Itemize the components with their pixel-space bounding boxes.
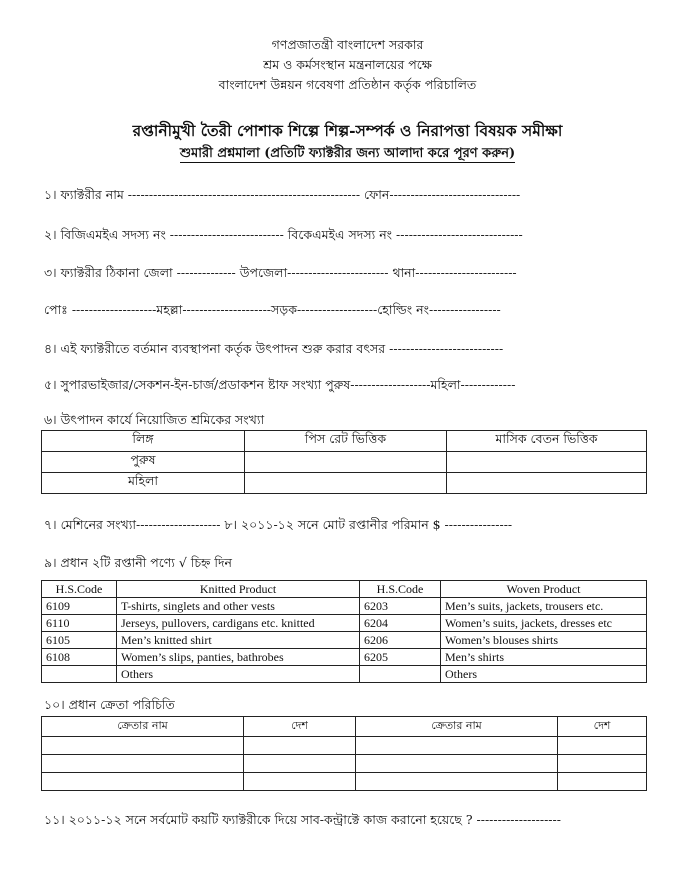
table-row[interactable] bbox=[42, 666, 647, 683]
table-cell[interactable] bbox=[244, 737, 356, 755]
worker-count-table bbox=[41, 430, 647, 494]
table-cell[interactable] bbox=[558, 755, 647, 773]
q11-subcontract-line: ১১। ২০১১-১২ সনে সর্বমোট কয়টি ফ্যাক্টরীকে দিয়ে সাব-কন্ট্রাক্টে কাজ করানো হয়েছে ? -------------------- bbox=[44, 812, 561, 827]
table-row bbox=[42, 452, 647, 473]
table-row[interactable] bbox=[42, 737, 647, 755]
table-cell[interactable] bbox=[356, 755, 558, 773]
table-header: মাসিক বেতন ভিত্তিক bbox=[447, 431, 647, 452]
q1-factory-name-line: ১। ফ্যাক্টরীর নাম ------------------------------------------------------- ফোন------------------------------- bbox=[44, 187, 521, 202]
table-cell[interactable]: Others bbox=[117, 666, 360, 683]
table-cell[interactable]: T-shirts, singlets and other vests bbox=[117, 598, 360, 615]
q3-address-line-2: পোঃ --------------------মহল্লা---------------------সড়ক-------------------হোল্ডিং নং----------------- bbox=[44, 302, 501, 317]
table-cell[interactable]: Jerseys, pullovers, cardigans etc. knitted bbox=[117, 615, 360, 632]
q3-address-line: ৩। ফ্যাক্টরীর ঠিকানা জেলা -------------- উপজেলা------------------------ থানা------------------------ bbox=[44, 265, 517, 280]
table-header: পিস রেট ভিত্তিক bbox=[245, 431, 447, 452]
ministry-line: শ্রম ও কর্মসংস্থান মন্ত্রনালয়ের পক্ষে bbox=[263, 57, 432, 72]
q5-staff-count-line: ৫। সুপারভাইজার/সেকশন-ইন-চার্জ/প্রডাকশন ষ্টাফ সংখ্যা পুরুষ-------------------মহিলা------------- bbox=[44, 377, 516, 392]
export-product-table bbox=[41, 580, 647, 683]
table-cell[interactable] bbox=[447, 452, 647, 473]
table-cell[interactable] bbox=[42, 773, 244, 791]
table-row[interactable] bbox=[42, 773, 647, 791]
table-cell[interactable] bbox=[245, 452, 447, 473]
table-header-row bbox=[42, 431, 647, 452]
table-cell[interactable]: Women’s slips, panties, bathrobes bbox=[117, 649, 360, 666]
table-cell[interactable]: Men’s shirts bbox=[441, 649, 647, 666]
table-cell: 6206 bbox=[360, 632, 441, 649]
table-cell[interactable]: Others bbox=[441, 666, 647, 683]
table-cell bbox=[42, 666, 117, 683]
table-cell[interactable] bbox=[244, 773, 356, 791]
table-cell[interactable] bbox=[356, 773, 558, 791]
table-row[interactable] bbox=[42, 632, 647, 649]
table-header: লিঙ্গ bbox=[42, 431, 245, 452]
table-row[interactable] bbox=[42, 649, 647, 666]
table-cell: 6205 bbox=[360, 649, 441, 666]
q2-membership-line: ২। বিজিএমইএ সদস্য নং --------------------------- বিকেএমইএ সদস্য নং ------------------------------ bbox=[44, 227, 523, 242]
table-cell[interactable]: Women’s suits, jackets, dresses etc bbox=[441, 615, 647, 632]
table-header: ক্রেতার নাম bbox=[42, 717, 244, 737]
table-cell: 6204 bbox=[360, 615, 441, 632]
table-header: H.S.Code bbox=[42, 581, 117, 598]
table-row[interactable] bbox=[42, 598, 647, 615]
table-header-row bbox=[42, 717, 647, 737]
table-cell[interactable] bbox=[558, 737, 647, 755]
q7-q8-line: ৭। মেশিনের সংখ্যা-------------------- ৮। ২০১১-১২ সনে মোট রপ্তানীর পরিমান $ ---------------- bbox=[44, 517, 513, 532]
table-cell: 6105 bbox=[42, 632, 117, 649]
table-cell[interactable] bbox=[42, 737, 244, 755]
table-row[interactable] bbox=[42, 755, 647, 773]
q9-export-product-label: ৯। প্রধান ২টি রপ্তানী পণ্যে √ চিহ্ন দিন bbox=[44, 555, 233, 570]
table-cell[interactable] bbox=[244, 755, 356, 773]
table-cell[interactable]: Men’s suits, jackets, trousers etc. bbox=[441, 598, 647, 615]
table-cell[interactable]: Men’s knitted shirt bbox=[117, 632, 360, 649]
table-cell: মহিলা bbox=[42, 473, 245, 494]
table-header: দেশ bbox=[558, 717, 647, 737]
buyer-table bbox=[41, 716, 647, 791]
survey-subtitle: শুমারী প্রশ্নমালা (প্রতিটি ফ্যাক্টরীর জন্য আলাদা করে পূরণ করুন) bbox=[179, 146, 516, 161]
table-cell[interactable] bbox=[356, 737, 558, 755]
survey-title: রপ্তানীমুখী তৈরী পোশাক শিল্পে শিল্প-সম্পর্ক ও নিরাপত্তা বিষয়ক সমীক্ষা bbox=[132, 121, 563, 140]
table-cell: 6108 bbox=[42, 649, 117, 666]
table-header: Knitted Product bbox=[117, 581, 360, 598]
table-header-row bbox=[42, 581, 647, 598]
table-cell: 6203 bbox=[360, 598, 441, 615]
q4-production-year-line: ৪। এই ফ্যাক্টরীতে বর্তমান ব্যবস্থাপনা কর্তৃক উৎপাদন শুরু করার বৎসর --------------------------- bbox=[44, 341, 504, 356]
table-header: দেশ bbox=[244, 717, 356, 737]
conductor-line: বাংলাদেশ উন্নয়ন গবেষণা প্রতিষ্ঠান কর্তৃক পরিচালিত bbox=[218, 77, 477, 92]
table-header: Woven Product bbox=[441, 581, 647, 598]
table-cell[interactable] bbox=[42, 755, 244, 773]
table-row bbox=[42, 473, 647, 494]
q10-buyer-label: ১০। প্রধান ক্রেতা পরিচিতি bbox=[44, 697, 175, 712]
table-cell[interactable]: Women’s blouses shirts bbox=[441, 632, 647, 649]
q6-worker-count-label: ৬। উৎপাদন কার্যে নিয়োজিত শ্রমিকের সংখ্যা bbox=[44, 412, 265, 427]
table-cell: 6110 bbox=[42, 615, 117, 632]
table-header: H.S.Code bbox=[360, 581, 441, 598]
table-header: ক্রেতার নাম bbox=[356, 717, 558, 737]
table-cell: পুরুষ bbox=[42, 452, 245, 473]
table-cell: 6109 bbox=[42, 598, 117, 615]
govt-name: গণপ্রজাতন্ত্রী বাংলাদেশ সরকার bbox=[271, 37, 424, 52]
table-cell[interactable] bbox=[558, 773, 647, 791]
table-cell[interactable] bbox=[245, 473, 447, 494]
table-row[interactable] bbox=[42, 615, 647, 632]
table-cell bbox=[360, 666, 441, 683]
table-cell[interactable] bbox=[447, 473, 647, 494]
